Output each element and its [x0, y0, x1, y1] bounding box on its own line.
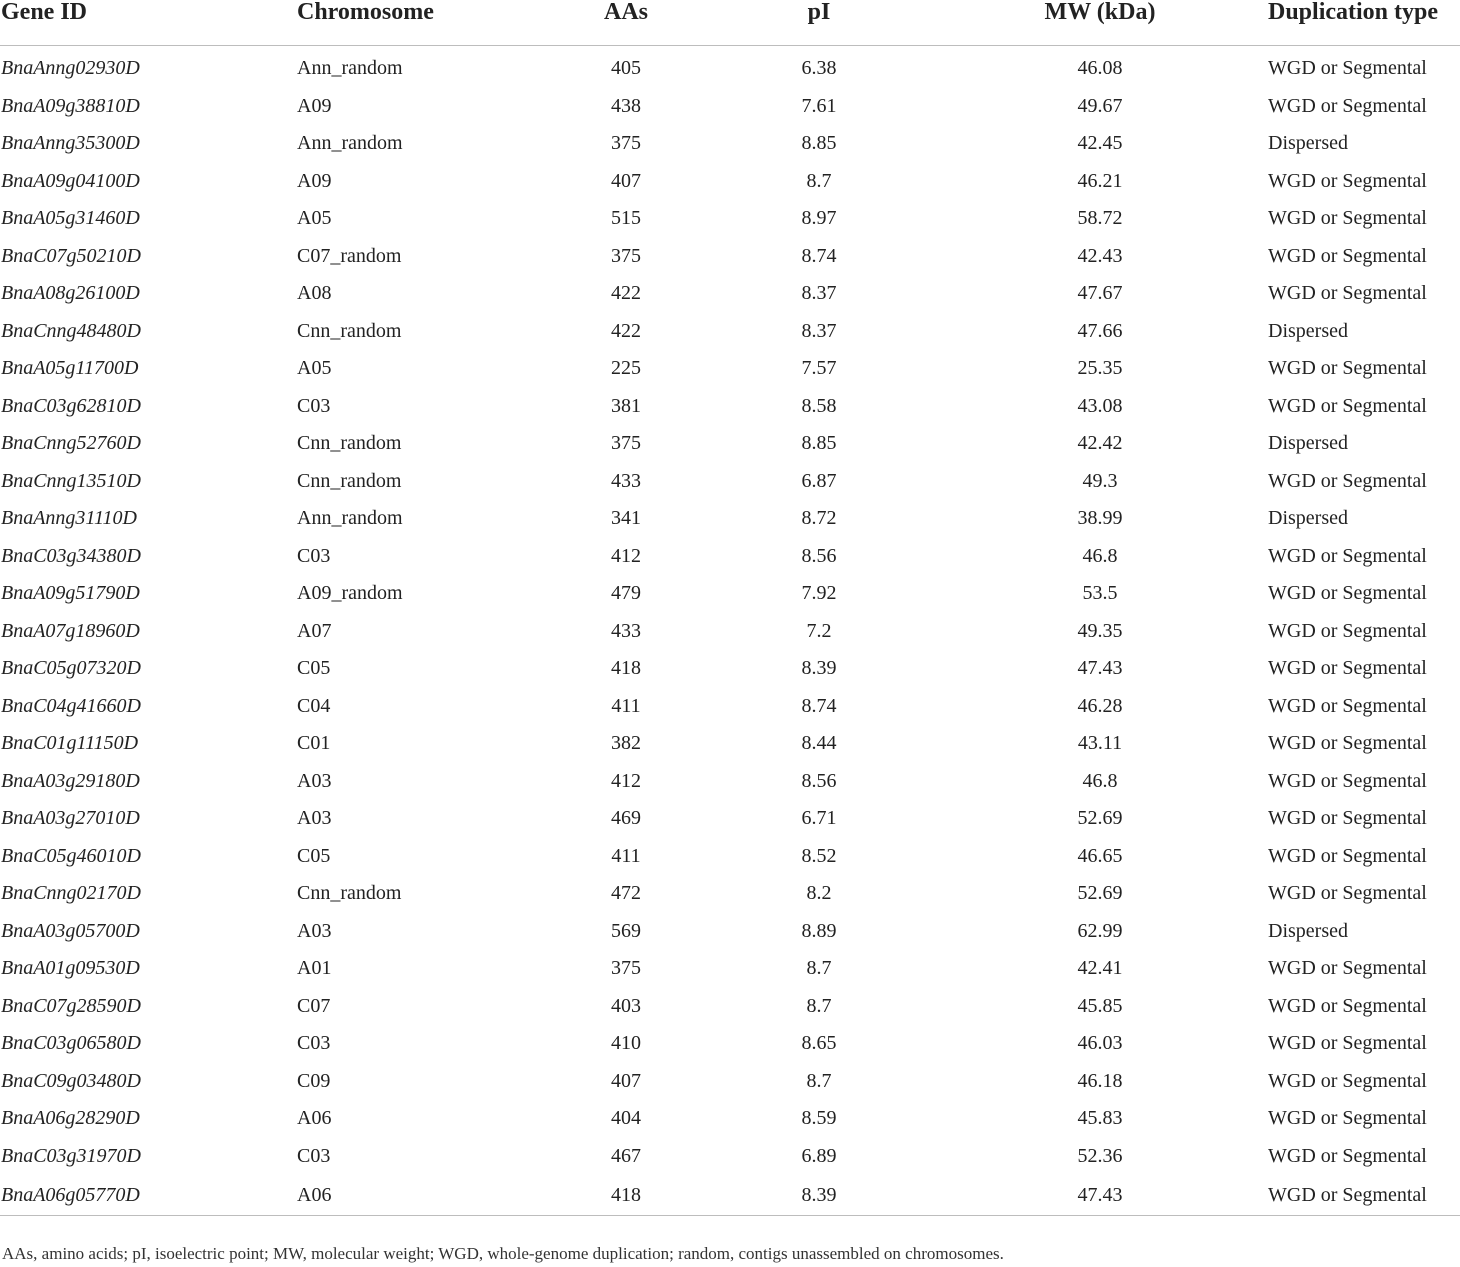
pi-cell: 6.38: [801, 57, 837, 80]
chromosome-cell: C03: [297, 1032, 331, 1055]
duplication-type-cell: WGD or Segmental: [1268, 169, 1427, 192]
mw-cell: 43.08: [1077, 394, 1123, 417]
pi-cell: 8.7: [806, 957, 832, 980]
duplication-type-cell: WGD or Segmental: [1268, 544, 1427, 567]
aas-cell: 411: [611, 694, 641, 717]
gene-id-cell: BnaA03g29180D: [1, 769, 140, 792]
gene-id-cell: BnaA03g05700D: [1, 919, 140, 942]
chromosome-cell: C07: [297, 994, 331, 1017]
gene-id-cell: BnaC05g46010D: [1, 844, 141, 867]
header-mw: MW (kDa): [932, 0, 1268, 46]
duplication-type-cell: WGD or Segmental: [1268, 469, 1427, 492]
aas-cell: 382: [611, 732, 641, 755]
mw-cell: 49.3: [1082, 469, 1118, 492]
chromosome-cell: A03: [297, 807, 332, 830]
table-row: [0, 425, 1460, 463]
chromosome-cell: Cnn_random: [297, 319, 402, 342]
chromosome-cell: A05: [297, 357, 332, 380]
mw-cell: 45.83: [1077, 1107, 1123, 1130]
mw-cell: 46.08: [1077, 57, 1123, 80]
gene-id-cell: BnaC05g07320D: [1, 657, 141, 680]
pi-cell: 8.39: [801, 657, 837, 680]
duplication-type-cell: WGD or Segmental: [1268, 1107, 1427, 1130]
mw-cell: 53.5: [1082, 582, 1118, 605]
gene-id-cell: BnaCnng02170D: [1, 882, 141, 905]
header-chromosome: Chromosome: [297, 0, 546, 46]
duplication-type-cell: Dispersed: [1268, 432, 1348, 455]
aas-cell: 467: [611, 1144, 641, 1167]
duplication-type-cell: WGD or Segmental: [1268, 732, 1427, 755]
gene-id-cell: BnaC07g50210D: [1, 244, 141, 267]
gene-id-cell: BnaAnng35300D: [1, 132, 140, 155]
gene-id-cell: BnaC03g62810D: [1, 394, 141, 417]
table-row: [0, 463, 1460, 501]
pi-cell: 8.7: [806, 1069, 832, 1092]
aas-cell: 341: [611, 507, 641, 530]
pi-cell: 8.59: [801, 1107, 837, 1130]
duplication-type-cell: WGD or Segmental: [1268, 657, 1427, 680]
aas-cell: 422: [611, 282, 641, 305]
mw-cell: 42.41: [1077, 957, 1123, 980]
table-row: [0, 725, 1460, 763]
header-gene-id: Gene ID: [0, 0, 297, 46]
table-row: [0, 1175, 1460, 1216]
gene-id-cell: BnaA06g28290D: [1, 1107, 140, 1130]
duplication-type-cell: WGD or Segmental: [1268, 357, 1427, 380]
gene-id-cell: BnaA01g09530D: [1, 957, 140, 980]
mw-cell: 49.67: [1077, 94, 1123, 117]
aas-cell: 407: [611, 169, 641, 192]
duplication-type-cell: WGD or Segmental: [1268, 844, 1427, 867]
chromosome-cell: C05: [297, 657, 331, 680]
aas-cell: 407: [611, 1069, 641, 1092]
chromosome-cell: Ann_random: [297, 507, 403, 530]
chromosome-cell: A06: [297, 1107, 332, 1130]
mw-cell: 62.99: [1077, 919, 1123, 942]
table-footnote: AAs, amino acids; pI, isoelectric point; MW, molecular weight; WGD, whole-genome duplication; random, contigs unassembled on chromosomes.: [2, 1244, 1004, 1263]
gene-id-cell: BnaCnng52760D: [1, 432, 141, 455]
gene-id-cell: BnaA09g51790D: [1, 582, 140, 605]
chromosome-cell: A09: [297, 94, 332, 117]
header-aas: AAs: [546, 0, 706, 46]
table-row: [0, 46, 1460, 88]
table-header: [0, 0, 1460, 46]
aas-cell: 433: [611, 469, 641, 492]
duplication-type-cell: WGD or Segmental: [1268, 882, 1427, 905]
pi-cell: 7.2: [806, 619, 832, 642]
duplication-type-cell: WGD or Segmental: [1268, 244, 1427, 267]
pi-cell: 6.71: [801, 807, 837, 830]
pi-cell: 8.7: [806, 169, 832, 192]
pi-cell: 6.89: [801, 1144, 837, 1167]
pi-cell: 8.37: [801, 319, 837, 342]
gene-id-cell: BnaA05g11700D: [1, 357, 139, 380]
table-row: [0, 988, 1460, 1026]
pi-cell: 8.97: [801, 207, 837, 230]
gene-id-cell: BnaA09g04100D: [1, 169, 140, 192]
pi-cell: 8.74: [801, 244, 837, 267]
mw-cell: 42.45: [1077, 132, 1123, 155]
aas-cell: 405: [611, 57, 641, 80]
mw-cell: 38.99: [1077, 507, 1123, 530]
pi-cell: 8.74: [801, 694, 837, 717]
pi-cell: 8.37: [801, 282, 837, 305]
chromosome-cell: A03: [297, 769, 332, 792]
duplication-type-cell: WGD or Segmental: [1268, 1032, 1427, 1055]
mw-cell: 52.36: [1077, 1144, 1123, 1167]
gene-id-cell: BnaA05g31460D: [1, 207, 140, 230]
chromosome-cell: Cnn_random: [297, 882, 402, 905]
duplication-type-cell: WGD or Segmental: [1268, 994, 1427, 1017]
table-row: [0, 125, 1460, 163]
table-row: [0, 163, 1460, 201]
table-row: [0, 538, 1460, 576]
chromosome-cell: A08: [297, 282, 332, 305]
header-row: [0, 0, 1460, 46]
table-row: [0, 313, 1460, 351]
table-row: [0, 688, 1460, 726]
aas-cell: 375: [611, 132, 641, 155]
aas-cell: 381: [611, 394, 641, 417]
gene-id-cell: BnaA08g26100D: [1, 282, 140, 305]
duplication-type-cell: WGD or Segmental: [1268, 582, 1427, 605]
gene-id-cell: BnaA09g38810D: [1, 94, 140, 117]
mw-cell: 42.43: [1077, 244, 1123, 267]
duplication-type-cell: Dispersed: [1268, 919, 1348, 942]
chromosome-cell: Cnn_random: [297, 432, 402, 455]
mw-cell: 46.8: [1082, 544, 1118, 567]
table-row: [0, 275, 1460, 313]
pi-cell: 7.92: [801, 582, 837, 605]
duplication-type-cell: WGD or Segmental: [1268, 1069, 1427, 1092]
pi-cell: 8.58: [801, 394, 837, 417]
mw-cell: 49.35: [1077, 619, 1123, 642]
chromosome-cell: C07_random: [297, 244, 402, 267]
chromosome-cell: C03: [297, 544, 331, 567]
pi-cell: 8.65: [801, 1032, 837, 1055]
table-row: [0, 800, 1460, 838]
gene-id-cell: BnaC01g11150D: [1, 732, 139, 755]
chromosome-cell: A03: [297, 919, 332, 942]
pi-cell: 8.89: [801, 919, 837, 942]
duplication-type-cell: Dispersed: [1268, 319, 1348, 342]
pi-cell: 8.85: [801, 132, 837, 155]
duplication-type-cell: WGD or Segmental: [1268, 957, 1427, 980]
table-row: [0, 763, 1460, 801]
gene-id-cell: BnaC03g31970D: [1, 1144, 141, 1167]
aas-cell: 225: [611, 357, 641, 380]
gene-id-cell: BnaC03g06580D: [1, 1032, 141, 1055]
duplication-type-cell: WGD or Segmental: [1268, 282, 1427, 305]
aas-cell: 411: [611, 844, 641, 867]
mw-cell: 46.21: [1077, 169, 1123, 192]
gene-id-cell: BnaAnng31110D: [1, 507, 137, 530]
aas-cell: 433: [611, 619, 641, 642]
table-row: [0, 913, 1460, 951]
mw-cell: 47.67: [1077, 282, 1123, 305]
gene-id-cell: BnaAnng02930D: [1, 57, 140, 80]
mw-cell: 45.85: [1077, 994, 1123, 1017]
aas-cell: 375: [611, 957, 641, 980]
chromosome-cell: Ann_random: [297, 57, 403, 80]
pi-cell: 8.52: [801, 844, 837, 867]
mw-cell: 58.72: [1077, 207, 1123, 230]
table-row: [0, 875, 1460, 913]
pi-cell: 8.44: [801, 732, 837, 755]
duplication-type-cell: WGD or Segmental: [1268, 207, 1427, 230]
pi-cell: 8.72: [801, 507, 837, 530]
aas-cell: 515: [611, 207, 641, 230]
mw-cell: 25.35: [1077, 357, 1123, 380]
table-row: [0, 88, 1460, 126]
aas-cell: 418: [611, 657, 641, 680]
pi-cell: 8.7: [806, 994, 832, 1017]
gene-id-cell: BnaC03g34380D: [1, 544, 141, 567]
table-row: [0, 500, 1460, 538]
mw-cell: 42.42: [1077, 432, 1123, 455]
chromosome-cell: Ann_random: [297, 132, 403, 155]
gene-id-cell: BnaC07g28590D: [1, 994, 141, 1017]
table-row: [0, 613, 1460, 651]
duplication-type-cell: WGD or Segmental: [1268, 807, 1427, 830]
gene-id-cell: BnaCnng13510D: [1, 469, 141, 492]
gene-id-cell: BnaC09g03480D: [1, 1069, 141, 1092]
duplication-type-cell: WGD or Segmental: [1268, 619, 1427, 642]
mw-cell: 47.43: [1077, 657, 1123, 680]
chromosome-cell: A07: [297, 619, 332, 642]
aas-cell: 412: [611, 544, 641, 567]
duplication-type-cell: Dispersed: [1268, 132, 1348, 155]
table-row: [0, 650, 1460, 688]
aas-cell: 469: [611, 807, 641, 830]
aas-cell: 375: [611, 432, 641, 455]
aas-cell: 479: [611, 582, 641, 605]
table-row: [0, 238, 1460, 276]
mw-cell: 46.65: [1077, 844, 1123, 867]
duplication-type-cell: WGD or Segmental: [1268, 94, 1427, 117]
mw-cell: 47.43: [932, 1175, 1268, 1216]
duplication-type-cell: WGD or Segmental: [1268, 394, 1427, 417]
aas-cell: 569: [611, 919, 641, 942]
chromosome-cell: A09_random: [297, 582, 403, 605]
duplication-type-cell: WGD or Segmental: [1268, 57, 1427, 80]
aas-cell: 422: [611, 319, 641, 342]
aas-cell: 418: [546, 1175, 706, 1216]
mw-cell: 46.18: [1077, 1069, 1123, 1092]
aas-cell: 404: [611, 1107, 641, 1130]
mw-cell: 43.11: [1077, 732, 1123, 755]
pi-cell: 8.56: [801, 769, 837, 792]
pi-cell: 8.39: [706, 1175, 932, 1216]
chromosome-cell: A01: [297, 957, 332, 980]
chromosome-cell: A06: [297, 1175, 546, 1216]
table-row: [0, 838, 1460, 876]
chromosome-cell: C01: [297, 732, 331, 755]
chromosome-cell: C03: [297, 1144, 331, 1167]
chromosome-cell: A09: [297, 169, 332, 192]
pi-cell: 8.85: [801, 432, 837, 455]
duplication-type-cell: WGD or Segmental: [1268, 1175, 1460, 1216]
duplication-type-cell: WGD or Segmental: [1268, 769, 1427, 792]
aas-cell: 472: [611, 882, 641, 905]
table-row: [0, 1100, 1460, 1138]
chromosome-cell: Cnn_random: [297, 469, 402, 492]
mw-cell: 46.03: [1077, 1032, 1123, 1055]
duplication-type-cell: Dispersed: [1268, 507, 1348, 530]
aas-cell: 403: [611, 994, 641, 1017]
table-body: [0, 46, 1460, 1216]
gene-id-cell: BnaA07g18960D: [1, 619, 140, 642]
gene-id-cell: BnaC04g41660D: [1, 694, 141, 717]
pi-cell: 6.87: [801, 469, 837, 492]
table-row: [0, 1063, 1460, 1101]
pi-cell: 7.61: [801, 94, 837, 117]
aas-cell: 412: [611, 769, 641, 792]
table-row: [0, 1025, 1460, 1063]
duplication-type-cell: WGD or Segmental: [1268, 1144, 1427, 1167]
gene-id-cell: BnaCnng48480D: [1, 319, 141, 342]
mw-cell: 46.8: [1082, 769, 1118, 792]
gene-id-cell: BnaA03g27010D: [1, 807, 140, 830]
chromosome-cell: A05: [297, 207, 332, 230]
gene-id-cell: BnaA06g05770D: [0, 1175, 297, 1216]
table-row: [0, 200, 1460, 238]
pi-cell: 8.2: [806, 882, 832, 905]
header-pi: pI: [706, 0, 932, 46]
aas-cell: 438: [611, 94, 641, 117]
aas-cell: 375: [611, 244, 641, 267]
table-row: [0, 950, 1460, 988]
pi-cell: 8.56: [801, 544, 837, 567]
mw-cell: 47.66: [1077, 319, 1123, 342]
mw-cell: 52.69: [1077, 882, 1123, 905]
mw-cell: 46.28: [1077, 694, 1123, 717]
duplication-type-cell: WGD or Segmental: [1268, 694, 1427, 717]
header-duplication-type: Duplication type: [1268, 0, 1460, 46]
chromosome-cell: C05: [297, 844, 331, 867]
aas-cell: 410: [611, 1032, 641, 1055]
table-row: [0, 388, 1460, 426]
table-row: [0, 1138, 1460, 1176]
table-row: [0, 350, 1460, 388]
chromosome-cell: C09: [297, 1069, 331, 1092]
pi-cell: 7.57: [801, 357, 837, 380]
chromosome-cell: C04: [297, 694, 331, 717]
mw-cell: 52.69: [1077, 807, 1123, 830]
chromosome-cell: C03: [297, 394, 331, 417]
table-row: [0, 575, 1460, 613]
